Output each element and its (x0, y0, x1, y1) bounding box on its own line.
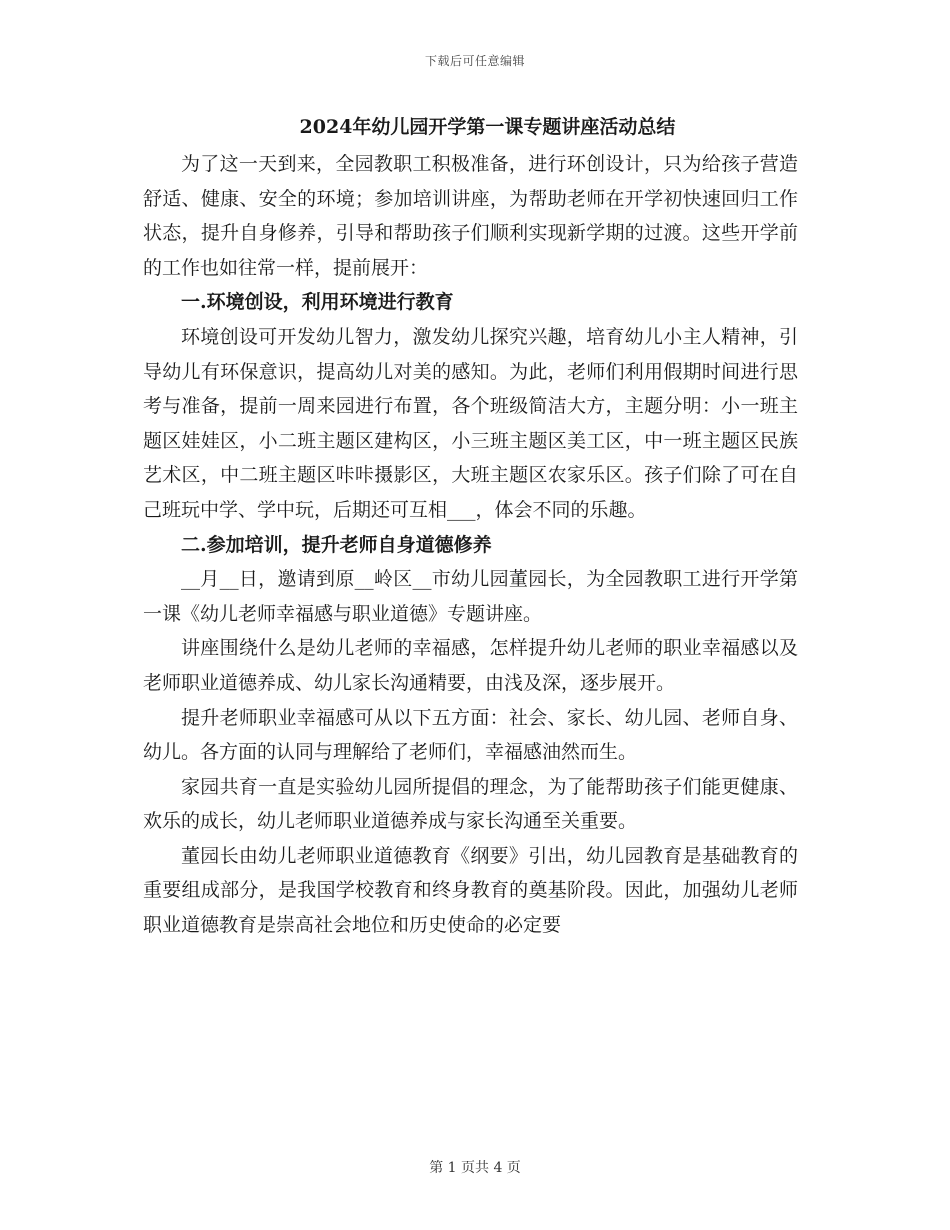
paragraph-ethics-education: 董园长由幼儿老师职业道德教育《纲要》引出，幼儿园教育是基础教育的重要组成部分，是我国学校教育和终身教育的奠基阶段。因此，加强幼儿老师职业道德教育是崇高社会地位和历史使命的必定要 (143, 844, 798, 937)
page-header-note: 下载后可任意编辑 (424, 54, 525, 68)
document-title: 2024年幼儿园开学第一课专题讲座活动总结 (299, 116, 676, 138)
paragraph-lecture-invite: __月__日，邀请到原__岭区__市幼儿园董园长，为全园教职工进行开学第一课《幼儿老师幸福感与职业道德》专题讲座。 (143, 568, 798, 625)
document-body (143, 112, 798, 943)
section-heading-training: 二.参加培训，提升老师自身道德修养 (181, 533, 492, 556)
paragraph-lecture-topics: 讲座围绕什么是幼儿老师的幸福感，怎样提升幼儿老师的职业幸福感以及老师职业道德养成、幼儿家长沟通精要，由浅及深，逐步展开。 (143, 637, 798, 694)
paragraph-intro: 为了这一天到来，全园教职工积极准备，进行环创设计，只为给孩子营造舒适、健康、安全的环境；参加培训讲座，为帮助老师在开学初快速回归工作状态，提升自身修养，引导和帮助孩子们顺利实现新学期的过渡。这些开学前的工作也如往常一样，提前展开： (143, 153, 798, 279)
paragraph-environment: 环境创设可开发幼儿智力，激发幼儿探究兴趣，培育幼儿小主人精神，引导幼儿有环保意识，提高幼儿对美的感知。为此，老师们利用假期时间进行思考与准备，提前一周来园进行布置，各个班级简洁大方，主题分明：小一班主题区娃娃区，小二班主题区建构区，小三班主题区美工区，中一班主题区民族艺术区，中二班主题区咔咔摄影区，大班主题区农家乐区。孩子们除了可在自己班玩中学、学中玩，后期还可互相___，体会不同的乐趣。 (143, 325, 798, 521)
page-footer-number: 第 1 页共 4 页 (429, 1160, 521, 1176)
paragraph-home-school: 家园共育一直是实验幼儿园所提倡的理念，为了能帮助孩子们能更健康、欢乐的成长，幼儿老师职业道德养成与家长沟通至关重要。 (143, 775, 798, 833)
paragraph-happiness-factors: 提升老师职业幸福感可从以下五方面：社会、家长、幼儿园、老师自身、幼儿。各方面的认同与理解给了老师们，幸福感油然而生。 (143, 706, 798, 764)
section-heading-environment: 一.环境创设，利用环境进行教育 (181, 291, 454, 314)
